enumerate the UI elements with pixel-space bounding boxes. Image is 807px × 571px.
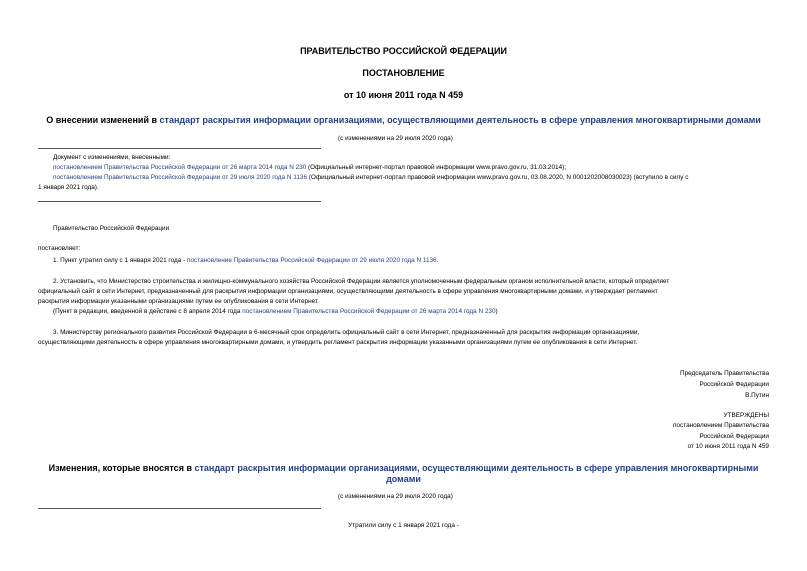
changes-title bbox=[0, 463, 807, 485]
signature-name: В.Путин bbox=[745, 392, 769, 399]
paragraph-1-text: 1. Пункт утратил силу с 1 января 2021 года - bbox=[53, 257, 187, 264]
changes-item-2-tail: (Официальный интернет-портал правовой информации www.pravo.gov.ru, 03.08.2020, N 0001202008030023) (вступило в силу с bbox=[307, 174, 689, 181]
document-type: ПОСТАНОВЛЕНИЕ bbox=[362, 68, 445, 78]
changes-item-2-link[interactable]: постановлением Правительства Российской Федерации от 29 июля 2020 года N 1136 bbox=[53, 174, 307, 181]
paragraph-2-note-end: ) bbox=[495, 308, 498, 315]
document-date-number: от 10 июня 2011 года N 459 bbox=[343, 90, 464, 100]
paragraph-3-line-2: осуществляющими деятельность в сфере управления многоквартирными домами, и утвердить регламент раскрытия информации указанными организациями путем ее опубликования в сети Интернет. bbox=[38, 339, 638, 346]
divider-lower bbox=[38, 508, 321, 509]
changes-heading: Документ с изменениями, внесенными: bbox=[53, 154, 171, 161]
title-standard-link[interactable]: стандарт раскрытия информации организациями, осуществляющими деятельность в сфере управления многоквартирными домами bbox=[159, 115, 761, 125]
footer-repealed-text: Утратили силу с 1 января 2021 года - bbox=[348, 522, 459, 529]
approved-line-3: Российской Федерации bbox=[699, 433, 769, 440]
amended-note-2: (с изменениями на 29 июля 2020 года) bbox=[338, 493, 453, 500]
paragraph-1-link[interactable]: постановление Правительства Российской Федерации от 29 июля 2020 года N 1136 bbox=[187, 257, 437, 264]
changes-item-1-link[interactable]: постановлением Правительства Российской Федерации от 26 марта 2014 года N 230 bbox=[53, 164, 307, 171]
paragraph-2-note-link[interactable]: постановлением Правительства Российской Федерации от 26 марта 2014 года N 230 bbox=[242, 308, 496, 315]
changes-item-1-tail: (Официальный интернет-портал правовой информации www.pravo.gov.ru, 31.03.2014); bbox=[306, 164, 567, 171]
government-subject: Правительство Российской Федерации bbox=[53, 225, 170, 232]
paragraph-2-note-text: (Пункт в редакции, введенной в действие с 8 апреля 2014 года bbox=[53, 308, 243, 315]
divider-top bbox=[38, 148, 321, 149]
paragraph-1-end: . bbox=[436, 257, 439, 264]
paragraph-2-line-2: официальный сайт в сети Интернет, предназначенный для раскрытия информации организациями, осуществляющими деятельность в сфере управления многоквартирными домами, и утверждает регламент bbox=[38, 288, 658, 295]
paragraph-1 bbox=[53, 256, 438, 266]
changes-item-2 bbox=[53, 173, 688, 183]
paragraph-2-line-3: раскрытия информации указанными организациями путем ее опубликования в сети Интернет. bbox=[38, 298, 319, 305]
approved-line-2: постановлением Правительства bbox=[673, 422, 769, 429]
paragraph-2-note bbox=[53, 307, 498, 317]
resolves-label: постановляет: bbox=[38, 245, 81, 252]
paragraph-3-line-1: 3. Министерству регионального развития Российской Федерации в 6-месячный срок определить официальный сайт в сети Интернет, предназначенный для раскрытия информации организациями, bbox=[53, 329, 640, 336]
changes-item-2-tail2: 1 января 2021 года). bbox=[38, 184, 99, 191]
changes-title-link-line-2[interactable]: домами bbox=[386, 474, 421, 484]
amended-note: (с изменениями на 29 июля 2020 года) bbox=[338, 135, 453, 142]
divider-bottom bbox=[38, 201, 321, 202]
changes-title-prefix: Изменения, которые вносятся в bbox=[48, 463, 195, 473]
title-prefix: О внесении изменений в bbox=[46, 115, 160, 125]
approved-heading: УТВЕРЖДЕНЫ bbox=[723, 412, 769, 419]
government-name: ПРАВИТЕЛЬСТВО РОССИЙСКОЙ ФЕДЕРАЦИИ bbox=[300, 46, 507, 56]
paragraph-2-line-1: 2. Установить, что Министерство строительства и жилищно-коммунального хозяйства Российской Федерации является уполномоченным федеральным органом исполнительной власти, который определяет bbox=[53, 278, 670, 285]
changes-item-1 bbox=[53, 163, 566, 173]
signature-position: Председатель Правительства bbox=[680, 370, 769, 377]
signature-country: Российской Федерации bbox=[699, 381, 769, 388]
changes-title-link[interactable]: стандарт раскрытия информации организациями, осуществляющими деятельность в сфере управления многоквартирными bbox=[194, 463, 759, 473]
document-title bbox=[0, 115, 807, 125]
approved-line-4: от 10 июня 2011 года N 459 bbox=[687, 443, 769, 450]
